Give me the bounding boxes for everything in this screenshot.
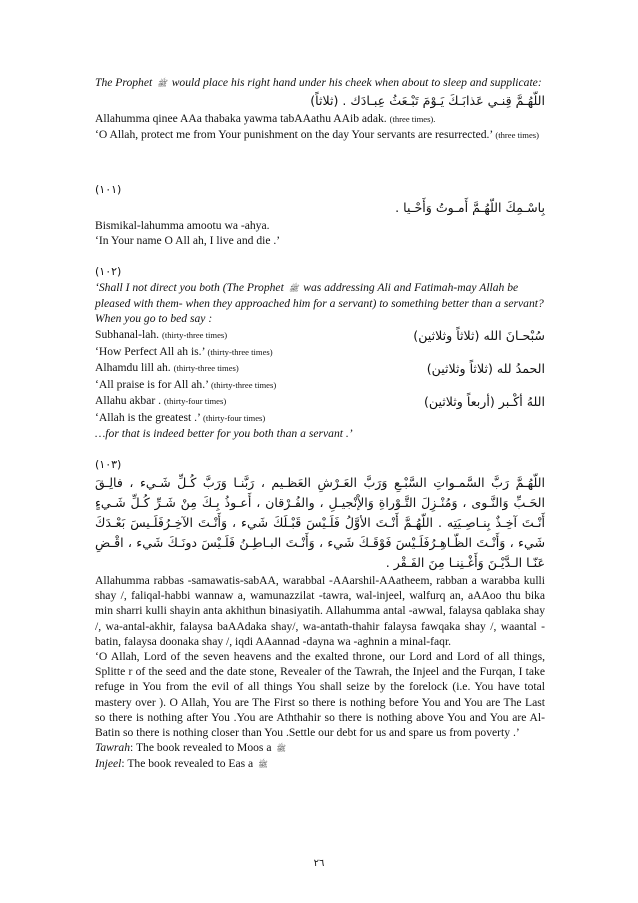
dhikr-row: Allahu akbar . (thirty-four times) اللهُ أكْـبر (أربعاً وثلاثين): [95, 393, 545, 409]
section-translit: Allahumma rabbas -samawatis-sabAA, warabbal -AAarshil-AAatheem, rabban a warabba kulli shay /, faliqal-habbi wannaw a, wamunazzilat -tawra, wal-injeel, walfurq an, aAAoo thu bika min sharri kulli shayin anta akhithun binasiyatih. Allahumma antal -awwal, falaysa qablaka shay /, wa-antal-akhir, falaysa baAAdaka shay/, wa-antath-thahir falaysa fawqaka shay /, waantal -batin, falaysa doonaka shay /, iqdi AAannad -dayna wa -aghnin a minal-faqr.: [95, 574, 545, 648]
section-arabic: اللّهُـمَّ رَبَّ السَّمـواتِ السَّبْـعِ وَرَبَّ العَـرْشِ العَظـيم ، رَبَّنـا وَرَبَّ كُـلِّ شَـيء ، فالِـقَ الحَـبِّ وَالنَّـوى ، وَمُنْـزِلَ التَّـوْراةِ وَالإْنْجيـلِ ، والفُـرْقان ، أَعـوذُ بِـكَ مِنْ شَـرِّ كُـلِّ شَـيءٍ أَنْـتَ آخِـذٌ بِنـاصِـيَتِه . اللّهُـمَّ أَنْـتَ الأوَّلُ فَلَـيْسَ قَبْـلَكَ شَيء ، وَأَنْـتَ الآخِـرُفَلَـيسَ بَعْـدَكَ شَيء ، وَأَنْـتَ الظّـاهِـرُفَلَـيْسَ فَوْقَـكَ شَيء ، وَأَنْـتَ البـاطِـنُ فَلَـيْسَ دونَـكَ شَيء ، اقْـضِ عَنّـا الـدَّيْـنَ وَأَغْـنِنـا مِنَ الفَـقْر .: [95, 475, 545, 570]
section-number: (١٠١): [95, 183, 122, 196]
intro-translation: ‘O Allah, protect me from Your punishment on the day Your servants are resurrected.’ (three times): [95, 128, 540, 142]
page-number: ٢٦: [313, 858, 325, 869]
section-closing: …for that is indeed better for you both than a servant .’: [95, 427, 353, 441]
intro-section: [95, 75, 545, 144]
section-number: (١٠٣): [95, 458, 122, 471]
dhikr-translation: ‘Allah is the greatest .’ (thirty-four times): [95, 411, 266, 425]
dhikr-row: Subhanal-lah. (thirty-three times) سُبْحـانَ الله (ثلاثاً وثلاثين): [95, 327, 545, 343]
section-translation: ‘In Your name O All ah, I live and die .’: [95, 234, 281, 248]
peace-glyph: ﷺ: [258, 760, 268, 770]
footnote-injeel: Injeel: The book revealed to Eas a ﷺ: [95, 756, 545, 772]
section-translit: Bismikal-lahumma amootu wa -ahya.: [95, 219, 270, 232]
pbuh-glyph: ﷺ: [288, 284, 299, 293]
intro-arabic: اللّهُـمَّ قِنـي عَذابَـكَ يَـوْمَ تَبْـعَثُ عِبـادَك . (ثلاثاً): [310, 93, 545, 109]
section-101: [95, 182, 545, 248]
intro-translit: Allahumma qinee AAa thabaka yawma tabAAathu AAib adak. (three times).: [95, 112, 436, 126]
dhikr-translation: ‘All praise is for All ah.’ (thirty-three times): [95, 377, 277, 391]
section-number: (١٠٢): [95, 265, 122, 278]
pbuh-glyph: ﷺ: [157, 79, 167, 88]
section-102: [95, 264, 545, 441]
section-103: [95, 457, 545, 773]
dhikr-row: Alhamdu lill ah. (thirty-three times) الحمدُ لله (ثلاثاً وثلاثين): [95, 360, 545, 376]
footnote-tawrah: Tawrah: The book revealed to Moos a ﷺ: [95, 740, 545, 756]
section-intro: ‘Shall I not direct you both (The Prophet ﷺ was addressing Ali and Fatimah-may Allah be pleased with them- when they approached him for a servant) to something better than a servant? When you go to bed say :: [95, 281, 544, 326]
dhikr-translation: ‘How Perfect All ah is.’ (thirty-three times): [95, 344, 273, 358]
intro-text: The Prophet ﷺ would place his right hand under his cheek when about to sleep and supplicate:: [95, 75, 545, 91]
peace-glyph: ﷺ: [276, 744, 287, 754]
section-arabic: بِاسْـمِكَ اللّهُـمَّ أَمـوتُ وَأَحْـيا .: [395, 200, 545, 215]
section-translation: ‘O Allah, Lord of the seven heavens and the exalted throne, our Lord and Lord of all things, Splitte r of the seed and the date stone, Revealer of the Tawrah, the Injeel and the Furqan, I take refuge in You from the evil of all things You shall seize by the forelock (i.e. You have total mastery over ). O Allah, You are The First so there is nothing before You and You are The Last so there is nothing after You .You are Aththahir so there is nothing above You and You are Al-Batin so there is nothing closer than You .Settle our debt for us and spare us from poverty .’: [95, 650, 545, 740]
